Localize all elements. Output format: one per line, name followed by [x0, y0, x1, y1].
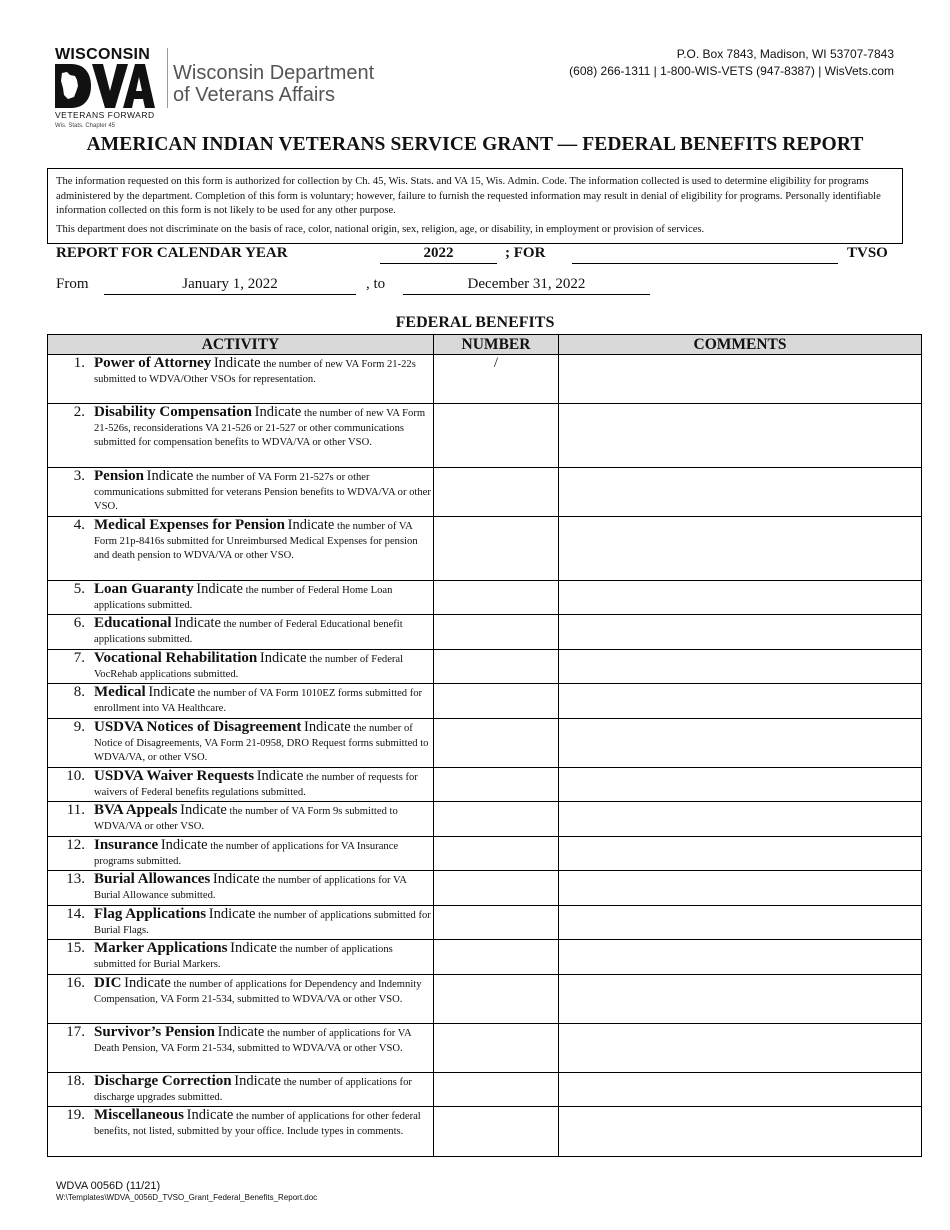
number-cell[interactable] [434, 975, 559, 1024]
activity-verb: Indicate [186, 1107, 234, 1123]
activity-verb: Indicate [230, 940, 277, 956]
activity-cell [48, 517, 434, 581]
table-row [48, 468, 922, 517]
comments-cell[interactable] [559, 940, 922, 975]
number-cell[interactable] [434, 1024, 559, 1073]
table-row [48, 1024, 922, 1073]
activity-description: the number of applications for discharge upgrades submitted. [94, 1077, 412, 1103]
activity-description: the number of VA Form 9s submitted to WDVA/VA or other VSO. [94, 806, 398, 832]
activity-cell [48, 719, 434, 768]
phone-web: (608) 266-1311 | 1-800-WIS-VETS (947-8387) | WisVets.com [569, 64, 894, 78]
number-cell[interactable] [434, 517, 559, 581]
activity-number: 17. [66, 1024, 85, 1040]
activity-cell [48, 650, 434, 684]
activity-verb: Indicate [174, 615, 221, 631]
activity-description: the number of applications for VA Burial Allowance submitted. [94, 875, 407, 901]
logo-divider [167, 48, 168, 108]
activity-description: the number of Federal Educational benefit applications submitted. [94, 619, 403, 645]
activity-name: DIC [94, 975, 122, 991]
table-row [48, 404, 922, 468]
number-cell[interactable] [434, 719, 559, 768]
table-row [48, 975, 922, 1024]
activity-description: the number of Federal VocRehab applications submitted. [94, 654, 404, 680]
comments-cell[interactable] [559, 650, 922, 684]
table-row [48, 517, 922, 581]
comments-cell[interactable] [559, 906, 922, 940]
activity-description: the number of applications submitted for Burial Markers. [94, 944, 393, 970]
to-date-field[interactable]: December 31, 2022 [403, 276, 650, 295]
activity-cell [48, 906, 434, 940]
table-row [48, 355, 922, 404]
department-name-line1: Wisconsin Department [173, 62, 375, 84]
activity-number: 1. [73, 355, 85, 371]
calendar-year-label: REPORT FOR CALENDAR YEAR [56, 245, 288, 261]
number-cell[interactable] [434, 906, 559, 940]
activity-cell [48, 768, 434, 802]
activity-number: 10. [66, 768, 85, 784]
activity-verb: Indicate [196, 581, 243, 597]
number-cell[interactable] [434, 650, 559, 684]
activity-verb: Indicate [304, 719, 351, 735]
activity-description: the number of applications for Dependency and Indemnity Compensation, VA Form 21-534, submitted to WDVA/VA or other VSO. [94, 979, 422, 1005]
number-cell[interactable] [434, 802, 559, 837]
activity-cell [48, 975, 434, 1024]
activity-number: 15. [66, 940, 85, 956]
activity-verb: Indicate [146, 468, 194, 484]
activity-name: Marker Applications [94, 940, 228, 956]
activity-description: the number of applications for VA Death Pension, VA Form 21-534, submitted to WDVA/VA or other VSO. [94, 1028, 412, 1054]
mailing-address: P.O. Box 7843, Madison, WI 53707-7843 [676, 47, 894, 61]
activity-cell [48, 940, 434, 975]
activity-number: 19. [66, 1107, 85, 1123]
activity-verb: Indicate [124, 975, 171, 991]
contact-info [569, 46, 894, 80]
activity-description: the number of applications for VA Insurance programs submitted. [94, 841, 399, 867]
activity-cell [48, 615, 434, 650]
activity-number: 12. [66, 837, 85, 853]
comments-cell[interactable] [559, 975, 922, 1024]
activity-number: 11. [66, 802, 85, 818]
activity-name: Discharge Correction [94, 1073, 232, 1089]
comments-cell[interactable] [559, 1024, 922, 1073]
dva-logo-mark [55, 64, 155, 108]
activity-name: Educational [94, 615, 172, 631]
to-label: , to [366, 276, 386, 292]
number-cell[interactable] [434, 871, 559, 906]
template-path: W:\Templates\WDVA_0056D_TVSO_Grant_Federal_Benefits_Report.doc [56, 1193, 318, 1202]
table-row [48, 581, 922, 615]
comments-cell[interactable] [559, 355, 922, 404]
activity-verb: Indicate [234, 1073, 281, 1089]
activity-verb: Indicate [254, 404, 302, 420]
form-title: AMERICAN INDIAN VETERANS SERVICE GRANT — FEDERAL BENEFITS REPORT [86, 134, 864, 155]
activity-name: Survivor’s Pension [94, 1024, 215, 1040]
activity-verb: Indicate [208, 906, 256, 922]
tvso-label: TVSO [847, 245, 888, 261]
activity-cell [48, 1024, 434, 1073]
activity-description: the number of new VA Form 21-22s submitted to WDVA/Other VSOs for representation. [94, 359, 416, 385]
comments-cell[interactable] [559, 1107, 922, 1157]
table-header-row [48, 335, 922, 355]
activity-description: the number of requests for waivers of Federal benefits regulations submitted. [94, 772, 418, 798]
table-row [48, 768, 922, 802]
comments-cell[interactable] [559, 615, 922, 650]
activity-description: the number of VA Form 21-527s or other communications submitted for veterans Pension benefits to WDVA/VA or other VSO. [94, 472, 431, 513]
activity-number: 7. [73, 650, 85, 666]
activity-cell [48, 581, 434, 615]
number-header: NUMBER [434, 335, 559, 355]
activity-number: 16. [66, 975, 85, 991]
activity-name: Power of Attorney [94, 355, 212, 371]
number-cell[interactable] [434, 940, 559, 975]
activity-description: the number of VA Form 1010EZ forms submitted for enrollment into VA Healthcare. [94, 688, 423, 714]
number-cell[interactable] [434, 1107, 559, 1157]
activity-verb: Indicate [180, 802, 227, 818]
activity-description: the number of applications for other federal benefits, not listed, submitted by your office. Include types in comments. [94, 1111, 421, 1137]
table-row [48, 650, 922, 684]
comments-cell[interactable] [559, 802, 922, 837]
number-cell[interactable] [434, 615, 559, 650]
activity-description: the number of Notice of Disagreements, VA Form 21-0958, DRO Request forms submitted to WDVA/VA, or other VSO. [94, 723, 429, 764]
activity-name: Pension [94, 468, 145, 484]
table-row [48, 871, 922, 906]
activity-number: 3. [73, 468, 85, 484]
activity-cell [48, 404, 434, 468]
logo-statute: Wis. Stats. Chapter 45 [55, 123, 116, 129]
number-cell[interactable] [434, 404, 559, 468]
table-row [48, 719, 922, 768]
activity-name: Insurance [94, 837, 159, 853]
privacy-notice [47, 168, 903, 244]
activity-number: 2. [73, 404, 85, 420]
activity-number: 9. [73, 719, 85, 735]
number-cell[interactable] [434, 837, 559, 871]
activity-description: the number of Federal Home Loan applications submitted. [94, 585, 393, 611]
activity-cell [48, 802, 434, 837]
comments-cell[interactable] [559, 581, 922, 615]
activity-number: 5. [73, 581, 85, 597]
activity-description: the number of new VA Form 21-526s, reconsiderations VA 21-526 or 21-527 or other communications submitted for compensation benefits to WDVA/VA or other VSO. [94, 408, 426, 449]
comments-cell[interactable] [559, 684, 922, 719]
activity-description: the number of applications submitted for Burial Flags. [94, 910, 431, 936]
wdva-logo [55, 46, 415, 136]
activity-name: Flag Applications [94, 906, 207, 922]
from-label: From [56, 276, 89, 292]
comments-cell[interactable] [559, 837, 922, 871]
department-name [173, 62, 374, 106]
table-row [48, 1073, 922, 1107]
activity-name: Miscellaneous [94, 1107, 184, 1123]
activity-cell [48, 837, 434, 871]
activity-verb: Indicate [160, 837, 208, 853]
activity-cell [48, 871, 434, 906]
table-row [48, 940, 922, 975]
activity-verb: Indicate [148, 684, 196, 700]
table-row [48, 802, 922, 837]
logo-state: WISCONSIN [55, 46, 151, 63]
comments-cell[interactable] [559, 1073, 922, 1107]
activity-cell [48, 1107, 434, 1157]
activity-cell [48, 1073, 434, 1107]
department-name-line2: of Veterans Affairs [173, 84, 335, 106]
activity-number: 18. [66, 1073, 85, 1089]
number-cell[interactable] [434, 684, 559, 719]
privacy-notice-text: The information requested on this form is authorized for collection by Ch. 45, Wis. Stats. and VA 15, Wis. Admin. Code. The information collected is used to determine eligibility for programs administered by the department. Completion of this form is voluntary; however, failure to furnish the requested information may result in denial of eligibility for programs. Personally identifiable information collected on this form is not likely to be used for any other purpose. [56, 176, 881, 216]
from-date-field[interactable]: January 1, 2022 [104, 276, 356, 295]
activity-name: Disability Compensation [94, 404, 252, 420]
federal-benefits-table [47, 334, 922, 1157]
calendar-year-field[interactable]: 2022 [380, 245, 497, 264]
activity-number: 8. [73, 684, 85, 700]
number-cell[interactable] [434, 581, 559, 615]
for-label: ; FOR [505, 245, 546, 261]
table-row [48, 837, 922, 871]
comments-cell[interactable] [559, 719, 922, 768]
activity-name: Loan Guaranty [94, 581, 194, 597]
table-row [48, 684, 922, 719]
activity-number: 13. [66, 871, 85, 887]
comments-cell[interactable] [559, 768, 922, 802]
activity-name: Medical Expenses for Pension [94, 517, 285, 533]
table-row [48, 1107, 922, 1157]
activity-verb: Indicate [212, 871, 260, 887]
activity-description: the number of VA Form 21p-8416s submitted for Unreimbursed Medical Expenses for pension and death pension to WDVA/VA or other VSO. [94, 521, 418, 562]
activity-number: 6. [73, 615, 85, 631]
logo-tagline: VETERANS FORWARD [55, 110, 155, 120]
section-title: FEDERAL BENEFITS [395, 314, 555, 331]
activity-name: BVA Appeals [94, 802, 178, 818]
activity-name: USDVA Notices of Disagreement [94, 719, 302, 735]
number-cell[interactable] [434, 768, 559, 802]
activity-verb: Indicate [217, 1024, 265, 1040]
activity-cell [48, 684, 434, 719]
activity-number: 4. [73, 517, 85, 533]
activity-verb: Indicate [213, 355, 261, 371]
activity-name: Vocational Rehabilitation [94, 650, 258, 666]
tvso-name-field[interactable] [572, 263, 838, 264]
activity-name: Medical [94, 684, 146, 700]
table-row [48, 615, 922, 650]
number-cell[interactable]: / [434, 355, 559, 404]
comments-cell[interactable] [559, 871, 922, 906]
activity-name: USDVA Waiver Requests [94, 768, 255, 784]
nondiscrimination-text: This department does not discriminate on the basis of race, color, national origin, sex, religion, age, or disability, in employment or provision of services. [56, 223, 705, 235]
activity-verb: Indicate [287, 517, 335, 533]
activity-name: Burial Allowances [94, 871, 211, 887]
table-row [48, 906, 922, 940]
activity-verb: Indicate [259, 650, 307, 666]
activity-header: ACTIVITY [48, 335, 434, 355]
comments-cell[interactable] [559, 404, 922, 468]
activity-verb: Indicate [256, 768, 304, 784]
number-cell[interactable] [434, 468, 559, 517]
form-code: WDVA 0056D (11/21) [56, 1180, 161, 1192]
activity-number: 14. [66, 906, 85, 922]
activity-cell [48, 355, 434, 404]
number-cell[interactable] [434, 1073, 559, 1107]
comments-header: COMMENTS [559, 335, 922, 355]
activity-cell [48, 468, 434, 517]
comments-cell[interactable] [559, 517, 922, 581]
comments-cell[interactable] [559, 468, 922, 517]
